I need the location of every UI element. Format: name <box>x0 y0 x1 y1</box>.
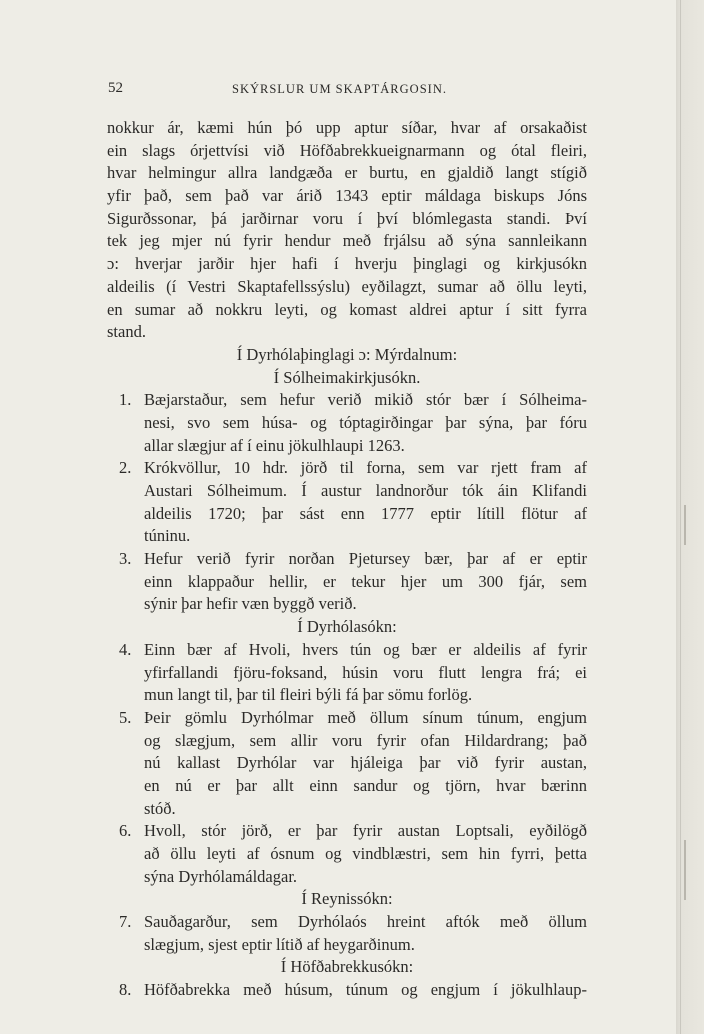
text-line: túninu. <box>144 526 191 546</box>
item-text: Krókvöllur, 10 hdr. jörð til forna, sem var rjett fram af <box>144 458 587 478</box>
text-line: nesi, svo sem húsa- og tóptagirðingar þar sýna, þar fóru <box>144 412 587 432</box>
body-text <box>107 117 587 1002</box>
item-number: 5. <box>119 707 132 727</box>
item-text: Einn bær af Hvoli, hvers tún og bær er aldeilis af fyrir <box>144 639 587 659</box>
text-line: en nú er þar allt einn sandur og tjörn, hvar bærinn <box>144 775 587 795</box>
text-line: að öllu leyti af ósnum og vindblæstri, sem hin fyrri, þetta <box>144 844 587 863</box>
margin-mark <box>684 840 686 900</box>
list-item <box>107 707 587 730</box>
text-line: Austari Sólheimum. Í austur landnorður tók áin Klifandi <box>144 481 587 500</box>
text-line: aldeilis (í Vestri Skaptafellssýslu) eyðilagzt, sumar að öllu leyti, <box>107 276 587 296</box>
item-number: 2. <box>119 458 132 478</box>
page-header <box>108 80 588 100</box>
item-number: 6. <box>119 821 132 841</box>
text-line: yfir það, sem það var árið 1343 eptir máldaga biskups Jóns <box>107 186 587 206</box>
item-text: Hefur verið fyrir norðan Pjetursey bær, þar af er eptir <box>144 549 587 569</box>
running-title: SKÝRSLUR UM SKAPTÁRGOSIN. <box>232 82 447 96</box>
item-number: 7. <box>119 912 132 932</box>
list-item <box>107 820 587 843</box>
parish-heading: Í Höfðabrekkusókn: <box>280 957 414 977</box>
text-line: mun langt til, þar til fleiri býli fá þar sömu forlög. <box>144 685 473 705</box>
text-line: sýna Dyrhólamáldagar. <box>144 866 298 886</box>
item-number: 1. <box>119 390 132 410</box>
list-item <box>107 457 587 480</box>
list-item <box>107 979 587 1002</box>
list-item <box>107 639 587 662</box>
text-line: tek jeg mjer nú fyrir hendur með frjálsu að sýna sannleikann <box>107 231 587 251</box>
margin-mark <box>684 505 686 545</box>
text-line: og slægjum, sem allir voru fyrir ofan Hildardrang; það <box>144 730 587 750</box>
text-line: nokkur ár, kæmi hún þó upp aptur síðar, hvar af orsakaðist <box>107 118 587 137</box>
section-heading: Í Dyrhólaþinglagi ɔ: Mýrdalnum: <box>236 344 458 364</box>
parish-heading: Í Reynissókn: <box>301 889 393 909</box>
text-line: allar slægjur af í einu jökulhlaupi 1263. <box>144 435 405 455</box>
text-line: en sumar að nokkru leyti, og komast aldrei aptur í sitt fyrra <box>107 299 587 319</box>
list-item <box>107 911 587 934</box>
parish-heading: Í Sólheimakirkjusókn. <box>273 367 421 387</box>
item-text: Höfðabrekka með húsum, túnum og engjum í jökulhlaup- <box>144 980 587 1000</box>
item-text: Hvoll, stór jörð, er þar fyrir austan Loptsali, eyðilögð <box>144 821 587 841</box>
text-line: Sigurðssonar, þá jarðirnar voru í því blómlegasta standi. Því <box>107 208 587 228</box>
text-line: slægjum, sjest eptir lítið af heygarðinum. <box>144 934 415 954</box>
text-line: nú kallast Dyrhólar var hjáleiga þar við fyrir austan, <box>144 753 587 773</box>
text-line: ɔ: hverjar jarðir hjer hafi í hverju þinglagi og kirkjusókn <box>107 254 587 274</box>
text-line: sýnir þar hefir væn byggð verið. <box>144 594 357 614</box>
text-line: aldeilis 1720; þar sást enn 1777 eptir lítill flötur af <box>144 503 587 523</box>
text-line: einn klappaður hellir, er tekur hjer um 300 fjár, sem <box>144 571 587 591</box>
text-line: yfirfallandi fjöru-foksand, húsin voru flutt lengra frá; ei <box>144 662 587 682</box>
item-text: Þeir gömlu Dyrhólmar með öllum sínum túnum, engjum <box>144 707 587 727</box>
text-line: stóð. <box>144 798 176 818</box>
list-item <box>107 389 587 412</box>
item-number: 4. <box>119 639 132 659</box>
text-line: stand. <box>107 322 146 342</box>
text-line: hvar helmingur allra landgæða er burtu, en gjaldið langt stígið <box>107 163 587 183</box>
parish-heading: Í Dyrhólasókn: <box>297 617 397 637</box>
page-edge-line <box>680 0 681 1034</box>
item-number: 8. <box>119 980 132 1000</box>
page-number: 52 <box>108 80 123 96</box>
item-number: 3. <box>119 549 132 569</box>
item-text: Sauðagarður, sem Dyrhólaós hreint aftók með öllum <box>144 912 587 932</box>
item-text: Bæjarstaður, sem hefur verið mikið stór bær í Sólheima- <box>144 390 587 410</box>
text-line: ein slags órjettvísi við Höfðabrekkueignarmann og ótal fleiri, <box>107 140 587 160</box>
list-item <box>107 548 587 571</box>
